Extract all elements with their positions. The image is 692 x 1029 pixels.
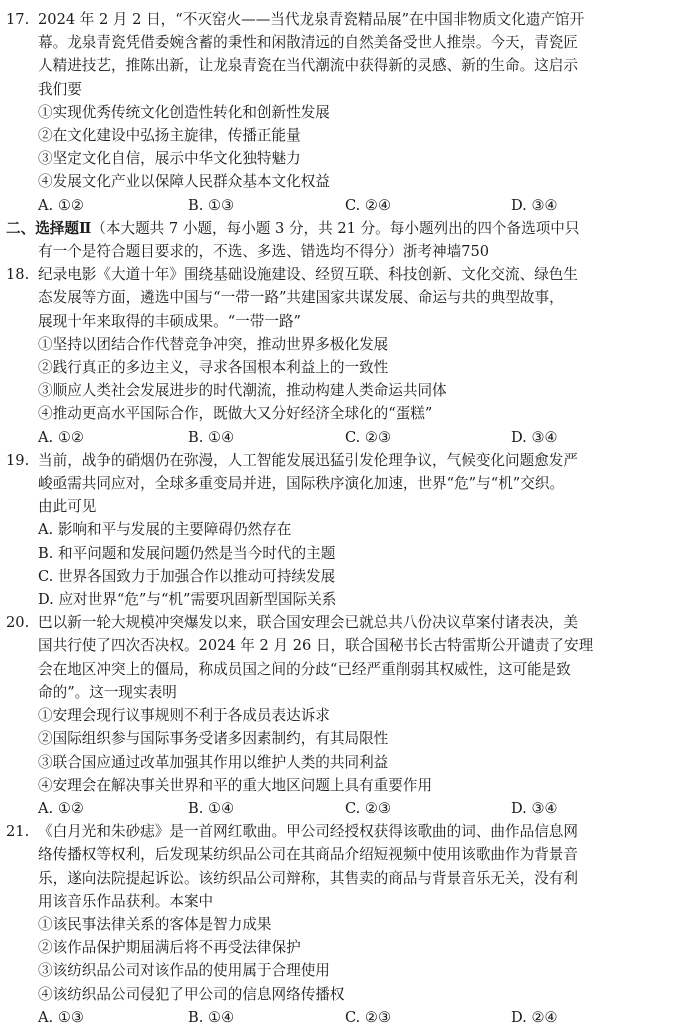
question-20 — [6, 611, 684, 820]
question-17 — [6, 8, 684, 217]
section-instructions-line: 有一个是符合题目要求的，不选、多选、错选均不得分）浙考神墙750 — [38, 243, 490, 261]
section-title: 二、选择题Ⅱ — [6, 219, 92, 237]
statement-item: ③该纺织品公司对该作品的使用属于合理使用 — [38, 962, 330, 980]
statement-item: ③联合国应通过改革加强其作用以维护人类的共同利益 — [38, 753, 389, 771]
question-text-line: 17. 2024 年 2 月 2 日，“不灭窑火——当代龙泉青瓷精品展”在中国非物质文化遗产馆开 — [6, 8, 684, 31]
question-number: 21. — [6, 823, 30, 841]
question-text-line: 展现十年来取得的丰硕成果。“一带一路” — [38, 312, 302, 330]
statement-item: ②国际组织参与国际事务受诸多因素制约，有其局限性 — [38, 730, 389, 748]
section-instructions: （本大题共 7 小题，每小题 3 分，共 21 分。每小题列出的四个备选项中只 — [91, 219, 580, 237]
option-d: D. ③④ — [511, 196, 558, 214]
question-text-line: 命的”。这一现实表明 — [38, 683, 177, 701]
choice-b: B. 和平问题和发展问题仍然是当今时代的主题 — [38, 544, 336, 562]
question-text-line: 19. 当前，战争的硝烟仍在弥漫，人工智能发展迅猛引发伦理争议，气候变化问题愈发严 — [6, 449, 684, 472]
option-a: A. ①③ — [38, 1008, 84, 1026]
question-text-line: 乐，遂向法院提起诉讼。该纺织品公司辩称，其售卖的商品与背景音乐无关，没有利 — [38, 869, 578, 887]
question-number: 18. — [6, 266, 30, 284]
option-c: C. ②③ — [345, 1008, 392, 1026]
question-number: 19. — [6, 451, 30, 469]
option-a: A. ①② — [38, 196, 84, 214]
option-c: C. ②③ — [345, 799, 392, 817]
question-text-line: 人精进技艺，推陈出新，让龙泉青瓷在当代潮流中获得新的灵感、新的生命。这启示 — [38, 57, 578, 75]
question-21 — [6, 820, 684, 1029]
question-text-line: 会在地区冲突上的僵局，称成员国之间的分歧“已经严重削弱其权威性，这可能是致 — [38, 660, 571, 678]
question-text-line: 由此可见 — [38, 498, 97, 516]
question-18 — [6, 263, 684, 449]
statement-item: ②该作品保护期届满后将不再受法律保护 — [38, 939, 301, 957]
question-text-line: 峻亟需共同应对，全球多重变局并进，国际秩序演化加速，世界“危”与“机”交织。 — [38, 475, 565, 493]
statement-item: ②在文化建设中弘扬主旋律，传播正能量 — [38, 127, 301, 145]
statement-item: ④安理会在解决事关世界和平的重大地区问题上具有重要作用 — [38, 776, 433, 794]
statement-item: ①该民事法律关系的客体是智力成果 — [38, 915, 272, 933]
question-text-line: 18. 纪录电影《大道十年》围绕基础设施建设、经贸互联、科技创新、文化交流、绿色生 — [6, 263, 684, 286]
question-number: 17. — [6, 11, 30, 28]
statement-item: ①安理会现行议事规则不利于各成员表达诉求 — [38, 707, 330, 725]
choice-c: C. 世界各国致力于加强合作以推动可持续发展 — [38, 567, 336, 585]
option-b: B. ①④ — [188, 428, 235, 446]
statement-item: ③坚定文化自信，展示中华文化独特魅力 — [38, 150, 301, 168]
answer-options — [6, 194, 684, 217]
option-c: C. ②③ — [345, 428, 392, 446]
option-a: A. ①② — [38, 428, 84, 446]
statement-item: ④推动更高水平国际合作，既做大又分好经济全球化的“蛋糕” — [38, 405, 433, 423]
option-d: D. ②④ — [511, 1008, 558, 1026]
option-d: D. ③④ — [511, 428, 558, 446]
statement-item: ④该纺织品公司侵犯了甲公司的信息网络传播权 — [38, 985, 345, 1003]
option-d: D. ③④ — [511, 799, 558, 817]
choice-d: D. 应对世界“危”与“机”需要巩固新型国际关系 — [38, 591, 337, 609]
question-text-line: 国共行使了四次否决权。2024 年 2 月 26 日，联合国秘书长古特雷斯公开谴责了安理 — [38, 637, 594, 655]
statement-item: ①实现优秀传统文化创造性转化和创新性发展 — [38, 103, 330, 121]
option-b: B. ①③ — [188, 196, 235, 214]
option-b: B. ①④ — [188, 799, 235, 817]
option-a: A. ①② — [38, 799, 84, 817]
option-b: B. ①④ — [188, 1008, 235, 1026]
choice-a: A. 影响和平与发展的主要障碍仍然存在 — [38, 521, 292, 539]
statement-item: ③顺应人类社会发展进步的时代潮流，推动构建人类命运共同体 — [38, 382, 447, 400]
question-text-line: 21. 《白月光和朱砂痣》是一首网红歌曲。甲公司经授权获得该歌曲的词、曲作品信息网 — [6, 820, 684, 843]
question-text-line: 态发展等方面，遴选中国与“一带一路”共建国家共谋发展、命运与共的典型故事， — [38, 289, 564, 307]
question-number: 20. — [6, 614, 30, 632]
statement-item: ①坚持以团结合作代替竞争冲突，推动世界多极化发展 — [38, 335, 389, 353]
section-title-line — [6, 217, 684, 240]
question-text-line: 幕。龙泉青瓷凭借委婉含蓄的秉性和闲散清远的自然美备受世人推崇。今天，青瓷匠 — [38, 34, 578, 52]
question-text-line: 20. 巴以新一轮大规模冲突爆发以来，联合国安理会已就总共八份决议草案付诸表决，美 — [6, 611, 684, 634]
section-header — [6, 217, 684, 263]
question-text-line: 我们要 — [38, 80, 82, 98]
question-text-line: 用该音乐作品获利。本案中 — [38, 892, 214, 910]
question-19 — [6, 449, 684, 611]
question-text-line: 络传播权等权利，后发现某纺织品公司在其商品介绍短视频中使用该歌曲作为背景音 — [38, 846, 578, 864]
answer-options — [6, 426, 684, 449]
statement-item: ④发展文化产业以保障人民群众基本文化权益 — [38, 173, 330, 191]
answer-options — [6, 1006, 684, 1029]
answer-options — [6, 797, 684, 820]
option-c: C. ②④ — [345, 196, 392, 214]
statement-item: ②践行真正的多边主义，寻求各国根本利益上的一致性 — [38, 359, 389, 377]
